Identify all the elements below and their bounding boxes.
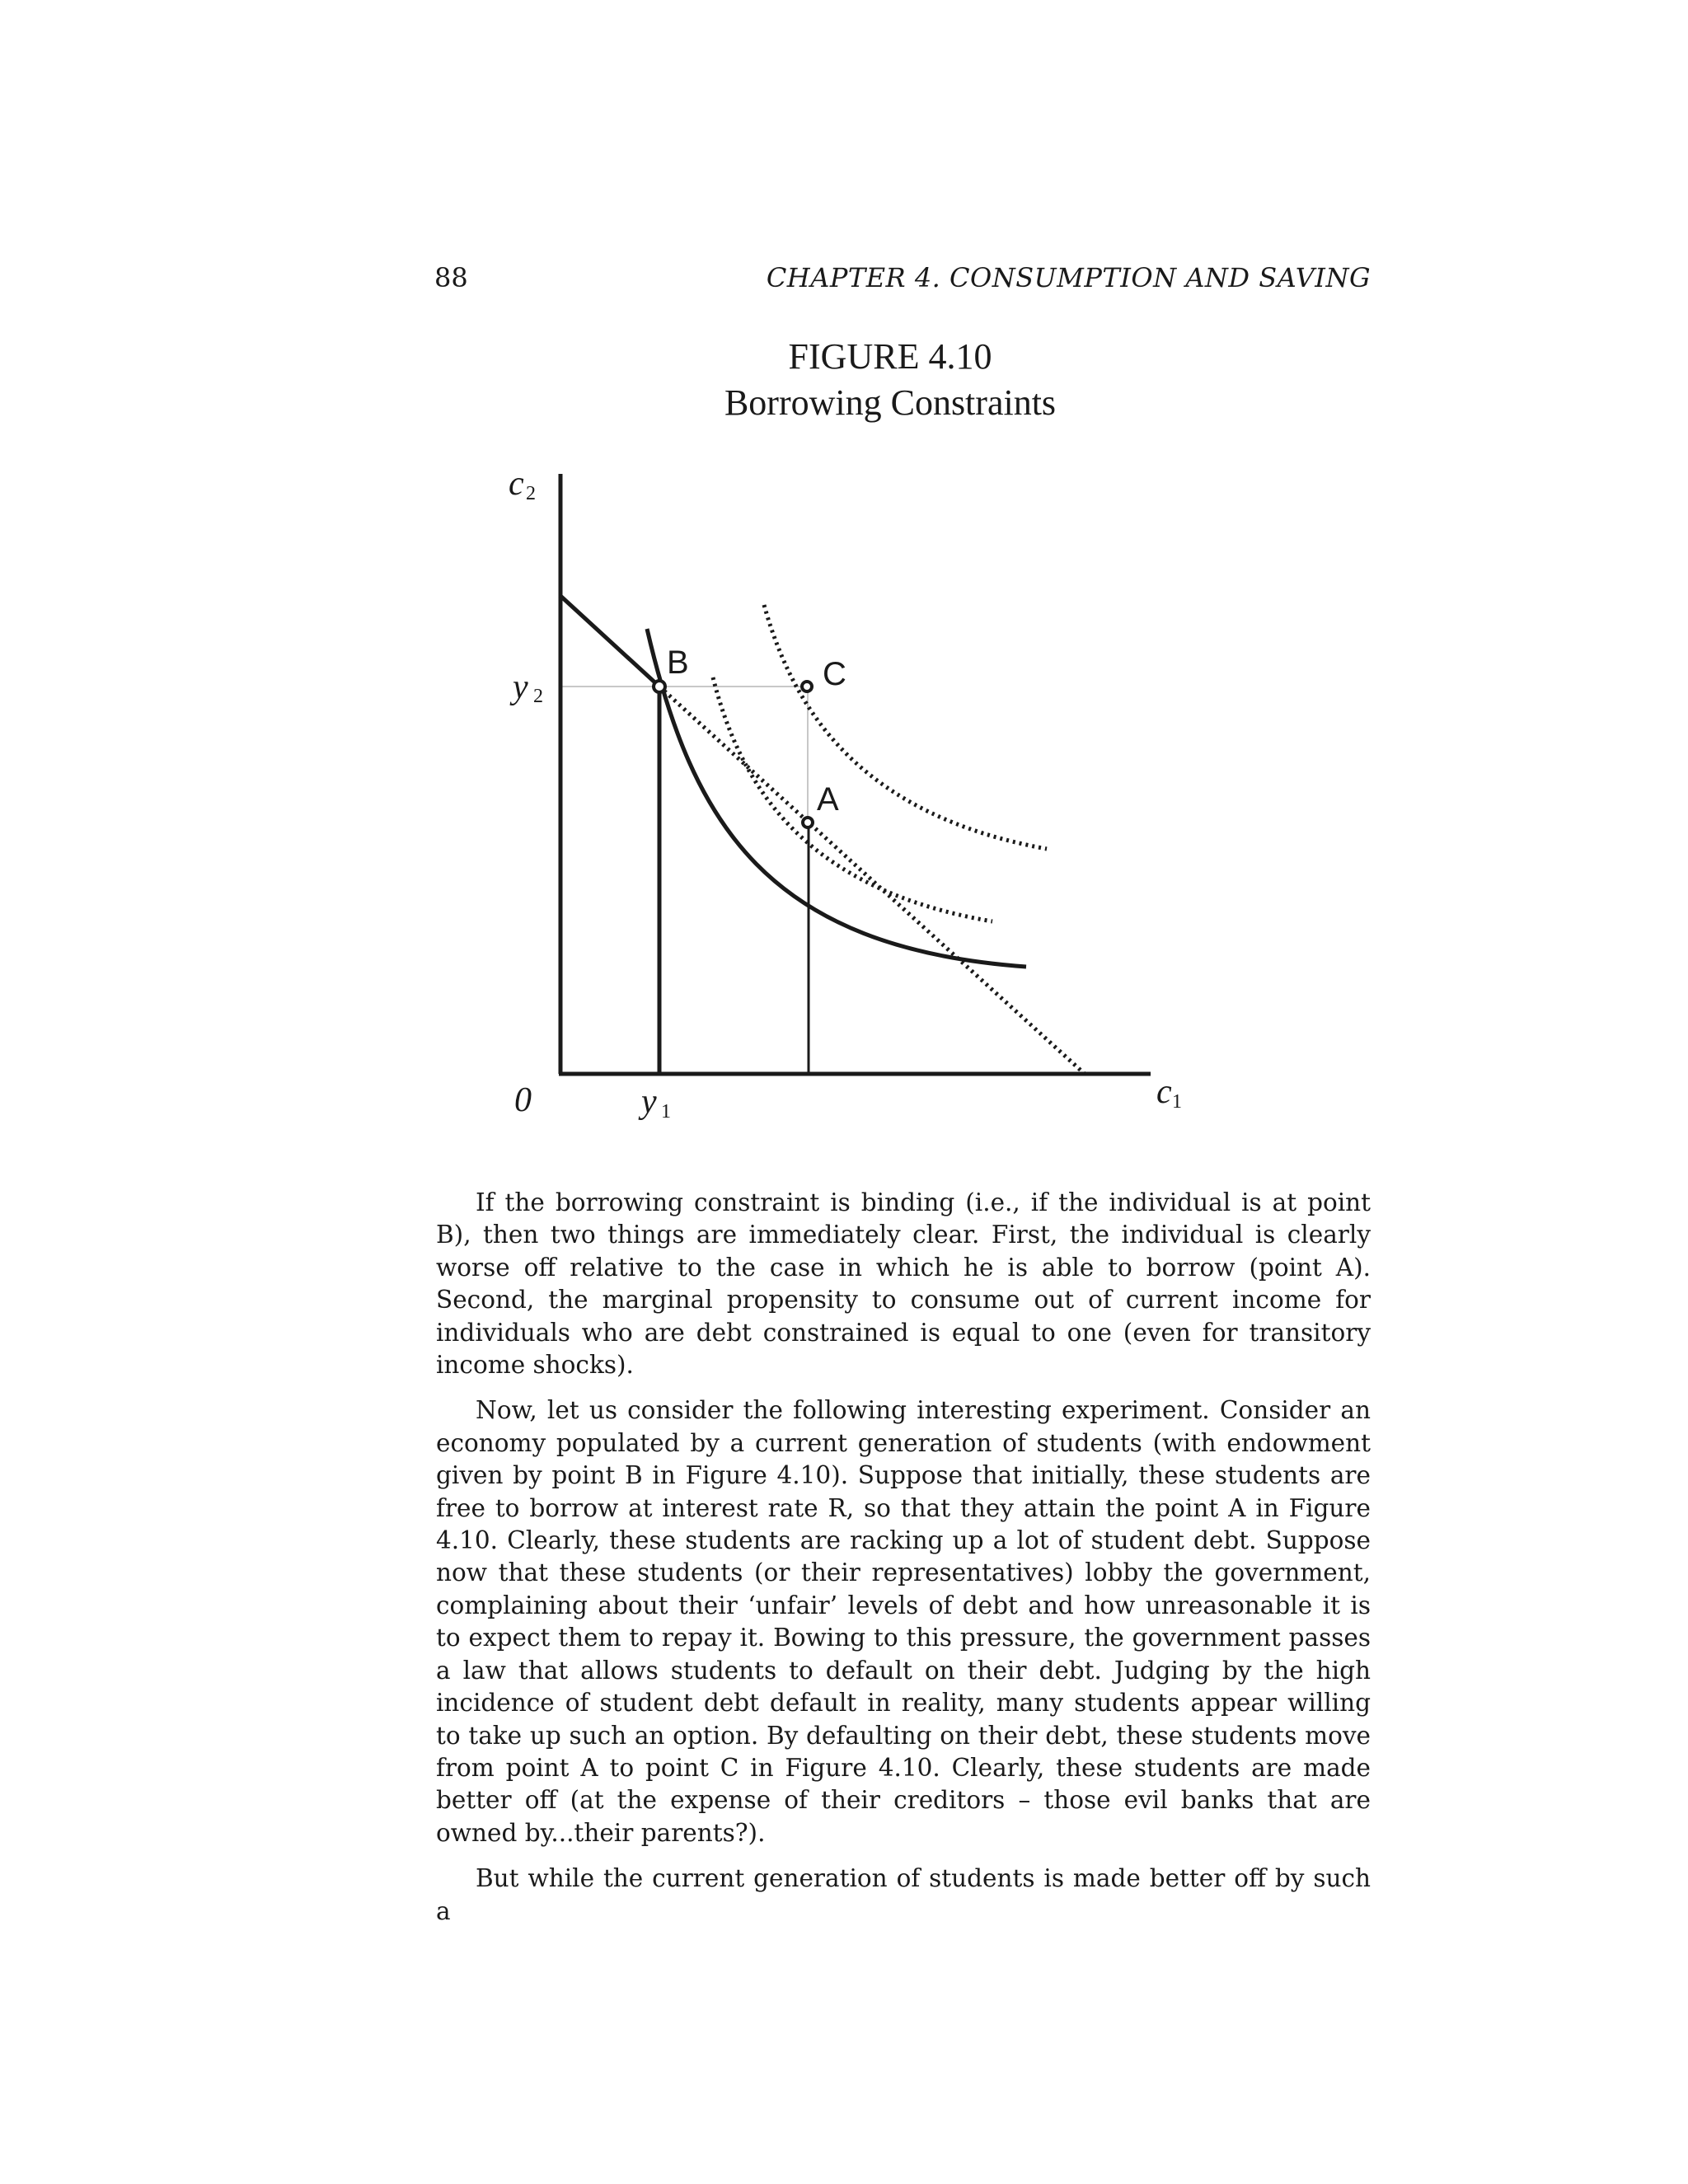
- budget-line-solid: [560, 596, 659, 687]
- origin-label: 0: [514, 1081, 532, 1119]
- y2-tick-label: y: [513, 668, 528, 706]
- point-c-marker: [802, 682, 812, 691]
- x-axis-label-subscript: 1: [1172, 1091, 1182, 1113]
- point-b-label: B: [667, 644, 689, 681]
- point-a-label: A: [817, 781, 839, 818]
- running-head: CHAPTER 4. CONSUMPTION AND SAVING: [766, 262, 1371, 293]
- paragraph-2: Now, let us consider the following interesting experiment. Consider an economy populated by a current generation of students (with endowment given by point B in Figure 4.10). Suppose that initially, these students are free to borrow at interest rate R, so that they attain the point A in Figure 4.10. Clearly, these students are racking up a lot of student debt. Suppose now that these students (or their representatives) lobby the government, complaining about their ‘unfair’ levels of debt and how unreasonable it is to expect them to repay it. Bowing to this pressure, the government passes a law that allows students to default on their debt. Judging by the high incidence of student debt default in reality, many students appear willing to take up such an option. By defaulting on their debt, these students move from point A to point C in Figure 4.10. Clearly, these students are made better off (at the expense of their creditors – those evil banks that are owned by...their parents?).: [436, 1396, 1371, 1847]
- point-b-marker: [654, 681, 665, 692]
- indifference-curve-c: [764, 605, 1047, 849]
- y-axis-label: c: [509, 465, 524, 503]
- body-text: [436, 1187, 1371, 1941]
- indifference-curve-a: [713, 677, 992, 921]
- y-axis-label-subscript: 2: [526, 483, 536, 504]
- budget-line-dotted: [659, 687, 1085, 1074]
- paragraph-1: If the borrowing constraint is binding (i.e., if the individual is at point B), then two things are immediately clear. First, the individual is clearly worse off relative to the case in which he is able to borrow (point A). Second, the marginal propensity to consume out of current income for individuals who are debt constrained is equal to one (even for transitory income shocks).: [436, 1188, 1371, 1380]
- point-a-marker: [803, 818, 813, 827]
- paragraph-3: But while the current generation of students is made better off by such a: [436, 1864, 1371, 1925]
- y1-tick-label: y: [641, 1083, 657, 1121]
- page-number: 88: [434, 262, 468, 293]
- point-c-label: C: [823, 656, 846, 692]
- x-axis-label: c: [1156, 1073, 1172, 1111]
- y2-tick-label-subscript: 2: [533, 686, 543, 707]
- y1-tick-label-subscript: 1: [661, 1101, 671, 1122]
- figure-number: FIGURE 4.10: [788, 336, 992, 377]
- figure-title: Borrowing Constraints: [724, 382, 1057, 423]
